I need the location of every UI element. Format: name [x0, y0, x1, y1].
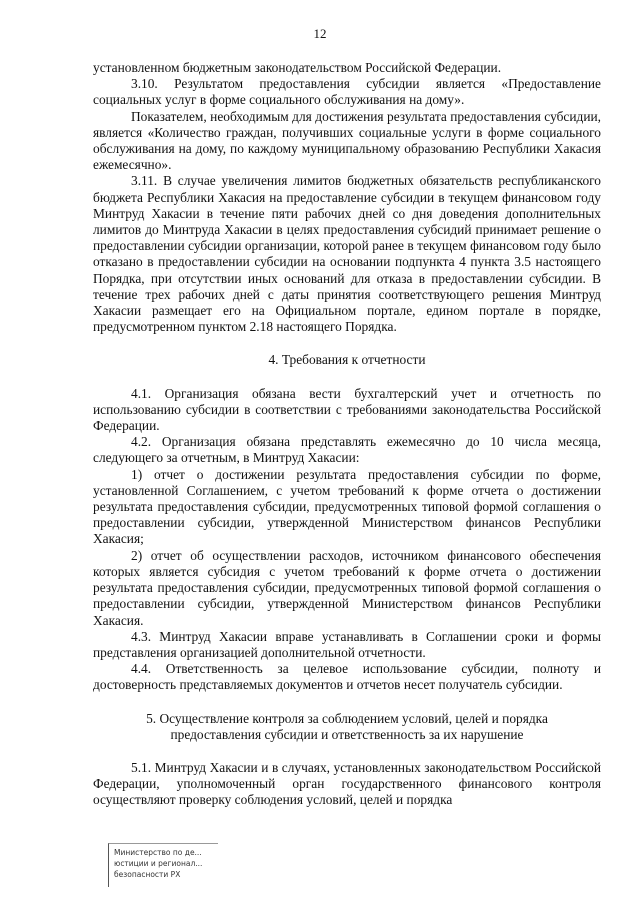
stamp-line-3: безопасности РХ: [114, 870, 181, 879]
document-body: [93, 60, 601, 809]
paragraph-4-1: 4.1. Организация обязана вести бухгалтерский учет и отчетность по использованию субсидии в соответствии с требованиями законодательства Российской Федерации.: [93, 385, 601, 434]
stamp-line-2: юстиции и регионал...: [114, 859, 203, 868]
paragraph-continuation: установленном бюджетным законодательством Российской Федерации.: [93, 60, 502, 75]
paragraph-5-1: 5.1. Минтруд Хакасии и в случаях, установленных законодательством Российской Федерации, уполномоченный орган государственного финансового контроля осуществляют проверку соблюдения условий, целей и порядка: [93, 759, 601, 808]
stamp-line-1: Министерство по де...: [114, 848, 202, 857]
section-heading-4: 4. Требования к отчетности: [268, 352, 426, 368]
paragraph-4-2-item-2: 2) отчет об осуществлении расходов, источником финансового обеспечения которых является субсидия с учетом требований к форме отчета о достижении результата предоставления субсидии, предусмотренных типовой формой соглашения о предоставлении субсидии, утвержденной Министерством финансов Республики Хакасия.: [93, 547, 601, 628]
section-heading-5: 5. Осуществление контроля за соблюдением условий, целей и порядка предоставления субсидии и ответственность за их нарушение: [146, 710, 548, 742]
page-number: 12: [313, 26, 327, 41]
paragraph-3-11: 3.11. В случае увеличения лимитов бюджетных обязательств республиканского бюджета Республики Хакасия на предоставление субсидии в текущем финансовом году Минтруд Хакасии в течение пяти рабочих дней со дня доведения дополнительных лимитов до Минтруда Хакасии в целях предоставления субсидий принимает решение о предоставлении субсидии организации, которой ранее в текущем финансовом году было отказано в предоставлении субсидии на основании подпункта 4 пункта 3.5 настоящего Порядка, при отсутствии иных оснований для отказа в предоставлении субсидии. В течение трех рабочих дней с даты принятия соответствующего решения Минтруд Хакасии размещает его на Официальном портале, едином портале в порядке, предусмотренном пунктом 2.18 настоящего Порядка.: [93, 173, 601, 335]
paragraph-indicator: Показателем, необходимым для достижения результата предоставления субсидии, является «Количество граждан, получивших социальные услуги в форме социального обслуживания на дому, по каждому муниципальному образованию Республики Хакасия ежемесячно».: [93, 108, 601, 173]
paragraph-4-4: 4.4. Ответственность за целевое использование субсидии, полноту и достоверность представляемых документов и отчетов несет получатель субсидии.: [93, 661, 601, 693]
registration-stamp: [108, 843, 218, 887]
paragraph-4-3: 4.3. Минтруд Хакасии вправе устанавливать в Соглашении сроки и формы представления организацией дополнительной отчетности.: [93, 628, 601, 660]
paragraph-3-10: 3.10. Результатом предоставления субсидии является «Предоставление социальных услуг в форме социального обслуживания на дому».: [93, 76, 601, 108]
paragraph-4-2: 4.2. Организация обязана представлять ежемесячно до 10 числа месяца, следующего за отчетным, в Минтруд Хакасии:: [93, 434, 601, 466]
paragraph-4-2-item-1: 1) отчет о достижении результата предоставления субсидии по форме, установленной Соглашением, с учетом требований к форме отчета о достижении результата предоставления субсидии, предусмотренных типовой формой соглашения о предоставлении субсидии, утвержденной Министерством финансов Республики Хакасия;: [93, 466, 601, 547]
